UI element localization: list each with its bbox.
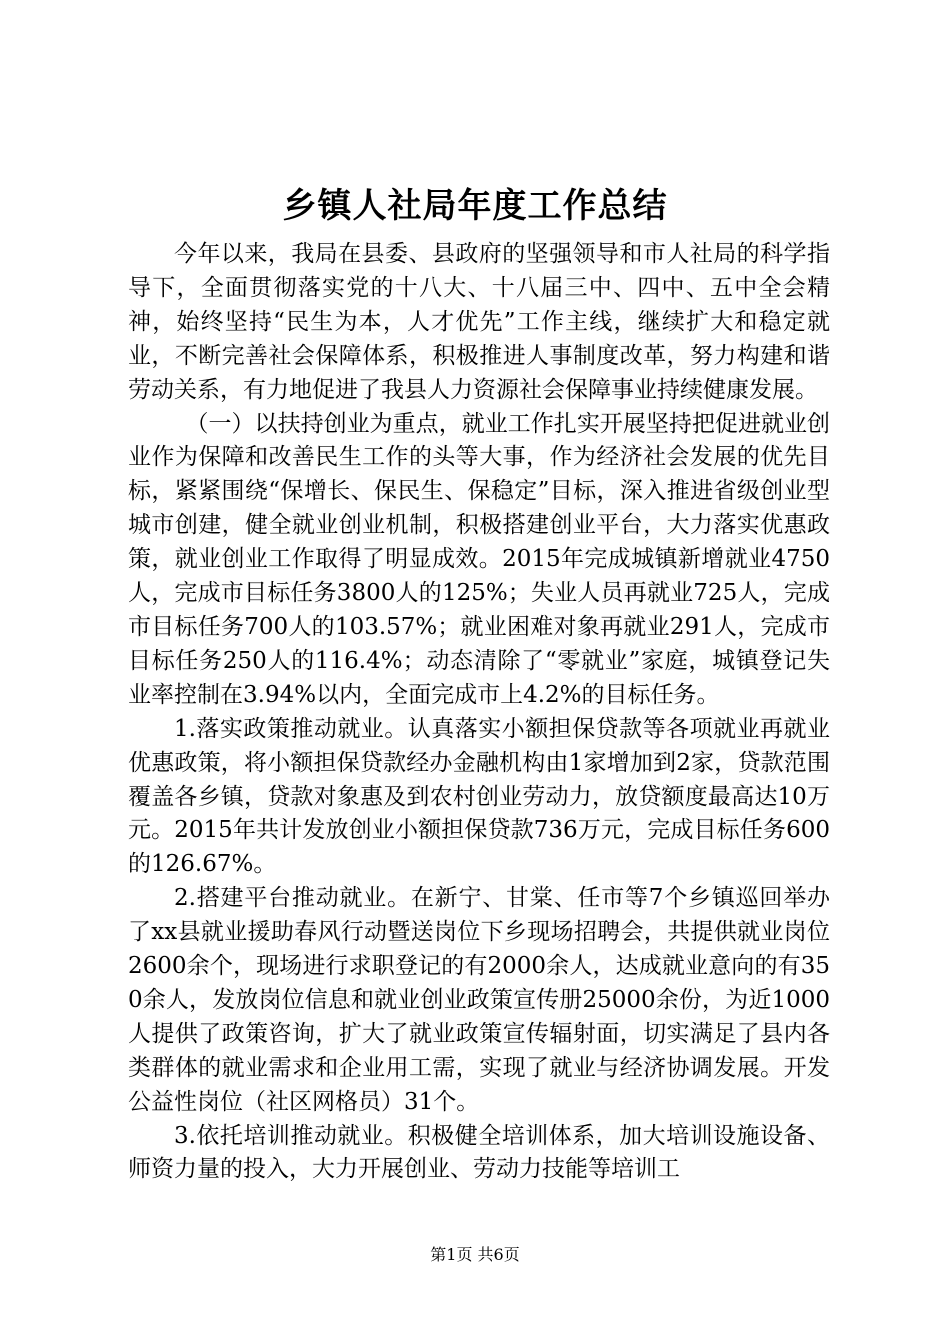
- intro-paragraph: 今年以来，我局在县委、县政府的坚强领导和市人社局的科学指导下，全面贯彻落实党的十八大、十八届三中、四中、五中全会精神，始终坚持“民生为本，人才优先”工作主线，继续扩大和稳定就业，不断完善社会保障体系，积极推进人事制度改革，努力构建和谐劳动关系，有力地促进了我县人力资源社会保障事业持续健康发展。: [128, 241, 830, 403]
- item-two-paragraph: 2.搭建平台推动就业。在新宁、甘棠、任市等7个乡镇巡回举办了xx县就业援助春风行动暨送岗位下乡现场招聘会，共提供就业岗位2600余个，现场进行求职登记的有2000余人，达成就业意向的有350余人，发放岗位信息和就业创业政策宣传册25000余份，为近1000人提供了政策咨询，扩大了就业政策宣传辐射面，切实满足了县内各类群体的就业需求和企业用工需，实现了就业与经济协调发展。开发公益性岗位（社区网格员）31个。: [128, 885, 830, 1115]
- item-three-paragraph: 3.依托培训推动就业。积极健全培训体系，加大培训设施设备、师资力量的投入，大力开展创业、劳动力技能等培训工: [128, 1122, 830, 1183]
- document-title: 乡镇人社局年度工作总结: [282, 186, 668, 226]
- page-number: 第1页 共6页: [430, 1245, 520, 1264]
- document-body: [128, 238, 830, 1187]
- item-one-paragraph: 1.落实政策推动就业。认真落实小额担保贷款等各项就业再就业优惠政策，将小额担保贷款经办金融机构由1家增加到2家，贷款范围覆盖各乡镇，贷款对象惠及到农村创业劳动力，放贷额度最高达10万元。2015年共计发放创业小额担保贷款736万元，完成目标任务600的126.67%。: [128, 715, 830, 878]
- section-one-paragraph: （一）以扶持创业为重点，就业工作扎实开展坚持把促进就业创业作为保障和改善民生工作的头等大事，作为经济社会发展的优先目标，紧紧围绕“保增长、保民生、保稳定”目标，深入推进省级创业型城市创建，健全就业创业机制，积极搭建创业平台，大力落实优惠政策，就业创业工作取得了明显成效。2015年完成城镇新增就业4750人，完成市目标任务3800人的125%；失业人员再就业725人，完成市目标任务700人的103.57%；就业困难对象再就业291人，完成市目标任务250人的116.4%；动态清除了“零就业”家庭，城镇登记失业率控制在3.94%以内，全面完成市上4.2%的目标任务。: [128, 410, 830, 708]
